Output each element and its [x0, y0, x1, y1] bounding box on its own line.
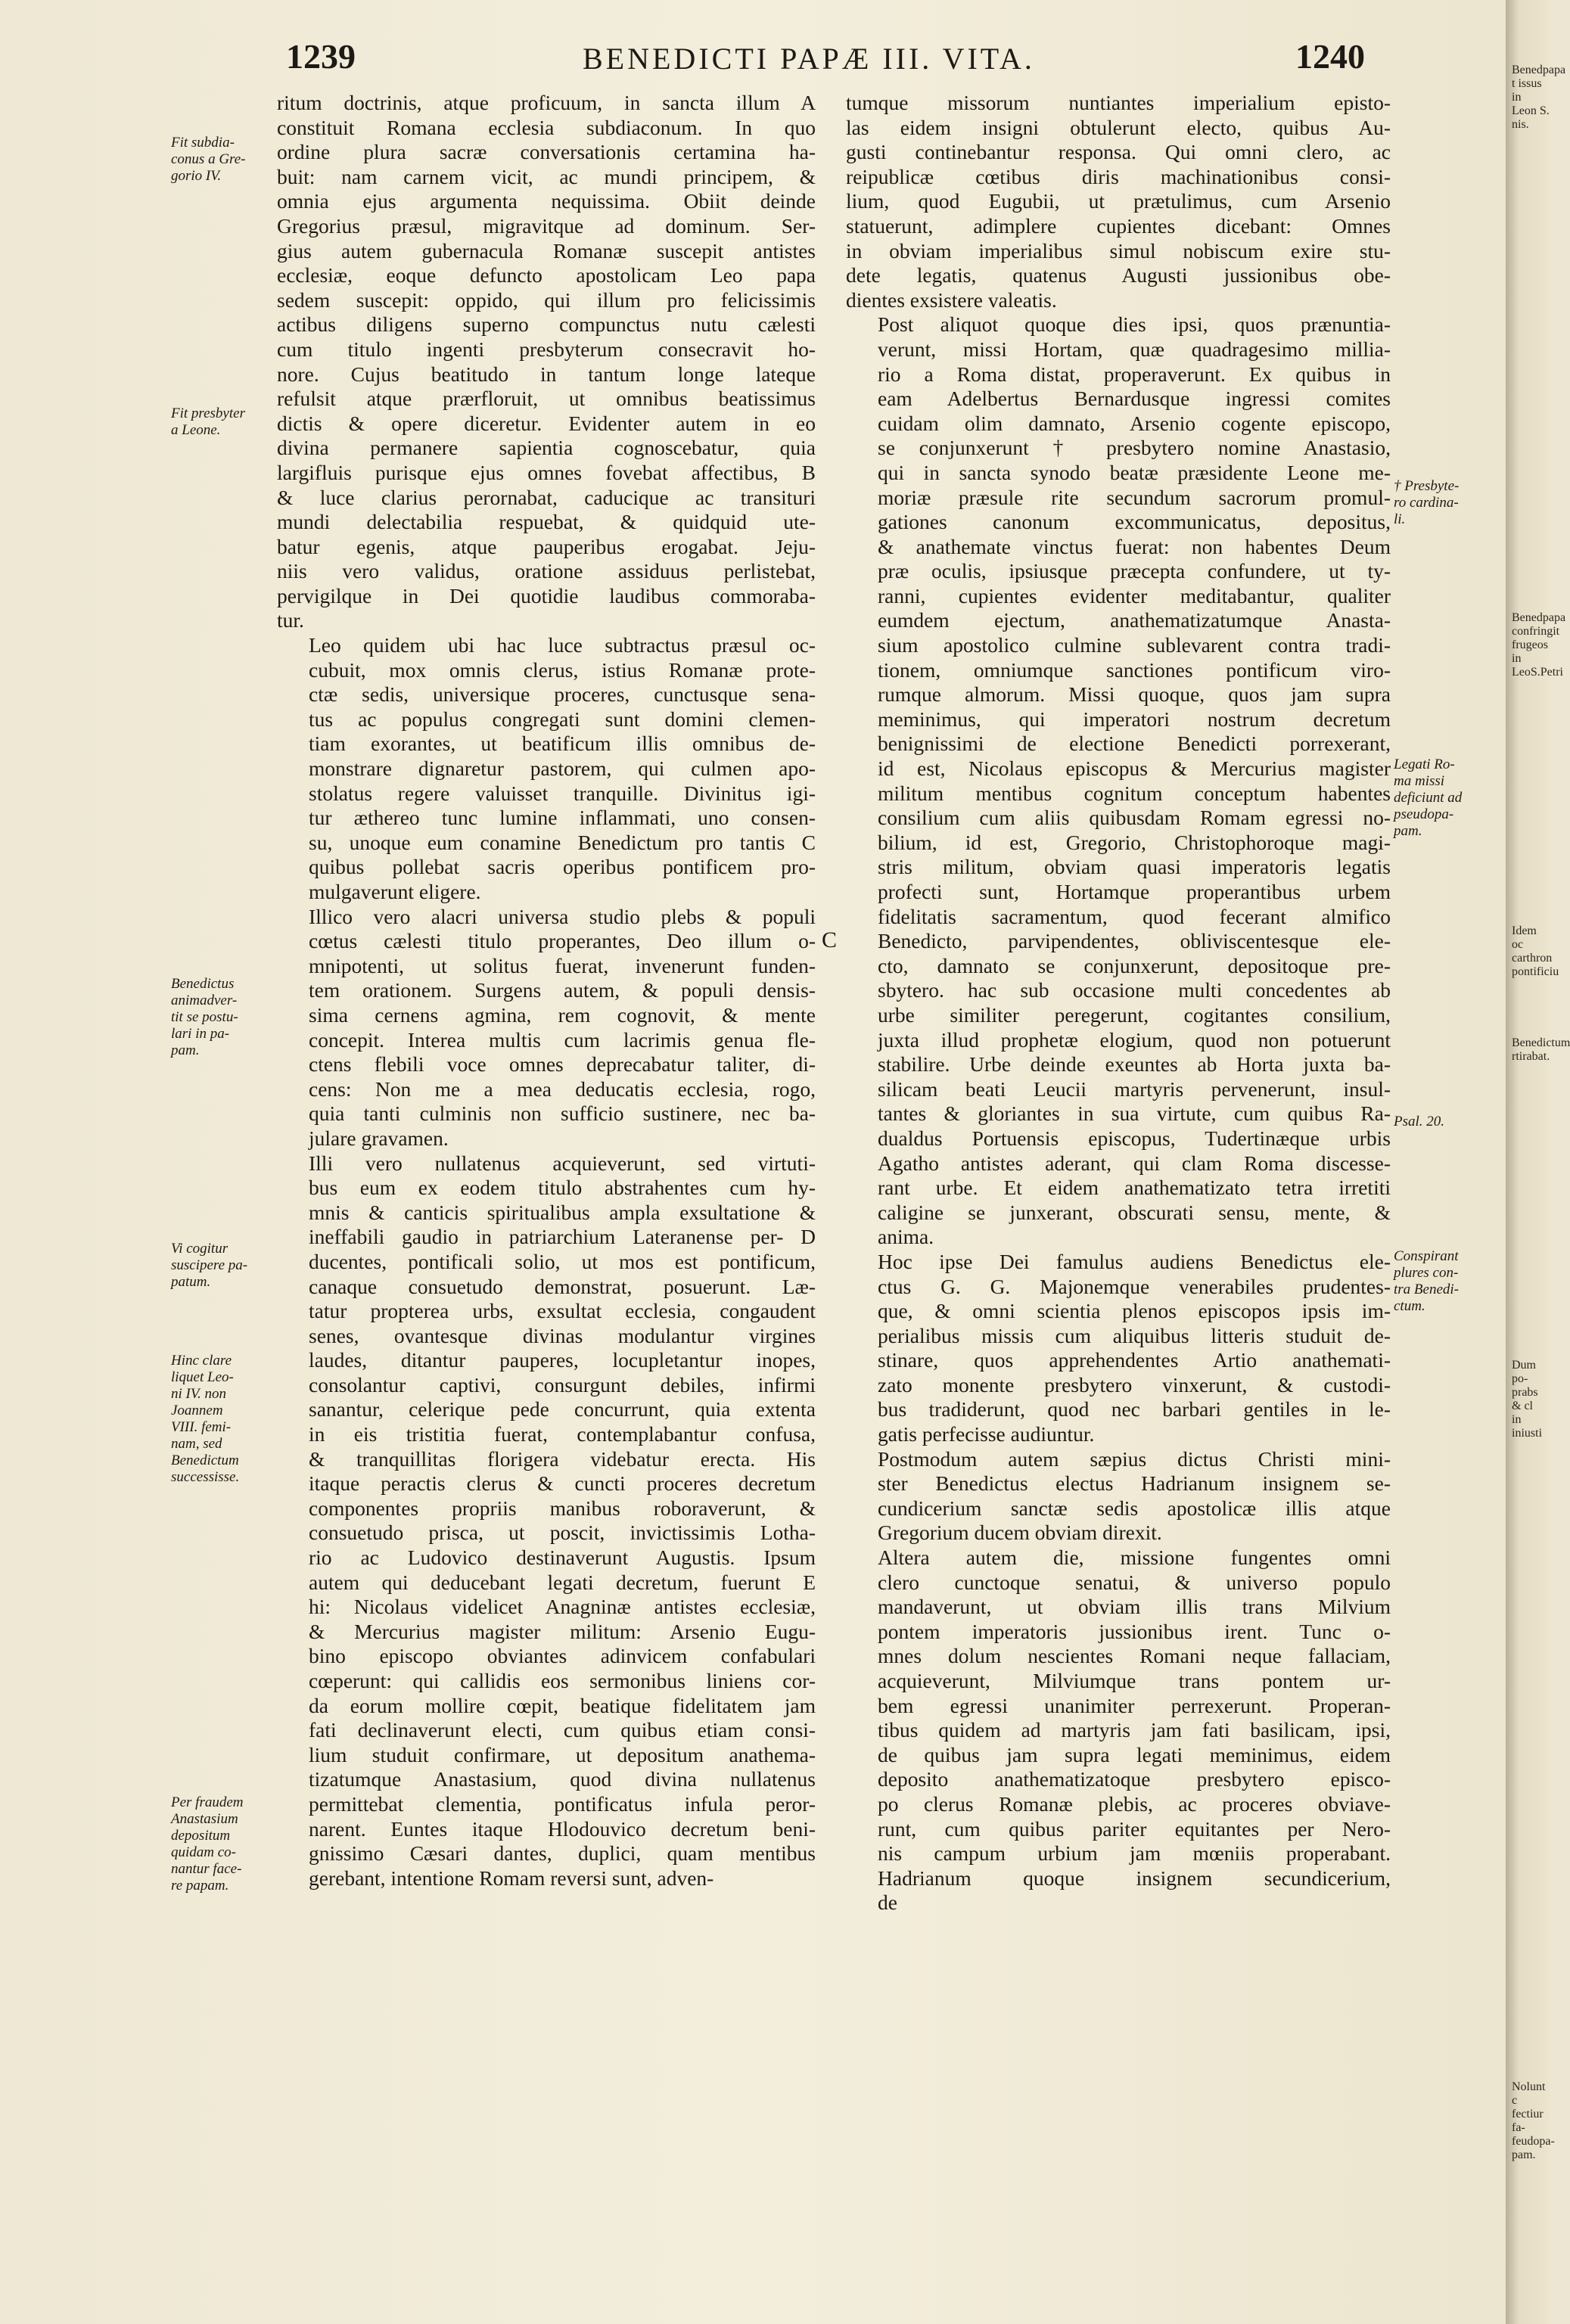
- text-line: laudes, ditantur pauperes, locupletantur inopes,: [309, 1348, 816, 1372]
- text-line: verunt, missi Hortam, quæ quadragesimo millia-: [878, 337, 1391, 361]
- text-line: mnipotenti, ut solitus fuerat, invenerunt funden-: [309, 953, 816, 977]
- edge-fragment: Benedpapa confringit frugeos in LeoS.Petri: [1512, 611, 1566, 679]
- text-line: militum mentibus cognitum conceptum habentes: [878, 781, 1391, 805]
- text-line: & anathemate vinctus fuerat: non habentes Deum: [878, 534, 1391, 558]
- running-title: BENEDICTI PAPÆ III. VITA.: [583, 42, 1035, 76]
- text-line: mulgaverunt eligere.: [309, 880, 481, 903]
- text-line: bus eum ex eodem titulo abstrahentes cum hy-: [309, 1176, 816, 1200]
- text-line: pontem imperatoris jussionibus irent. Tunc o-: [878, 1619, 1391, 1643]
- text-line: ranni, cupientes evidenter meditabantur, qualiter: [878, 583, 1391, 607]
- left-margin-note: Per fraudem Anastasium depositum quidam co- nantur face- re papam.: [171, 1794, 244, 1894]
- left-page-number: 1239: [286, 37, 356, 76]
- text-line: runt, cum quibus pariter equitantes per Nero-: [878, 1816, 1391, 1841]
- text-line: batur egenis, atque pauperibus erogabat. Jeju-: [277, 534, 816, 558]
- page-header: [0, 36, 1506, 82]
- text-line: refulsit atque prærfloruit, ut omnibus beatissimus: [277, 387, 816, 411]
- text-line: meminimus, qui imperatori nostrum decretum: [878, 707, 1391, 731]
- text-line: bilium, id est, Gregorio, Christophoroque magi-: [878, 830, 1391, 854]
- text-line: mnes dolum nescientes Romani neque fallaciam,: [878, 1644, 1391, 1668]
- text-line: perialibus missis cum aliquibus litteris studuit de-: [878, 1323, 1391, 1347]
- text-line: ineffabili gaudio in patriarchium Lateranense per- D: [309, 1225, 816, 1249]
- paragraph: [277, 633, 816, 905]
- edge-fragment: Nolunt c fectiur fa- feudopa- pam.: [1512, 2080, 1555, 2161]
- text-line: consuetudo prisca, ut poscit, invictissimis Lotha-: [309, 1521, 816, 1545]
- text-line: divina permanere sapientia cognoscebatur, quia: [277, 436, 816, 460]
- text-line: statuerunt, adimplere cupientes dicebant: Omnes: [846, 213, 1391, 238]
- text-line: las eidem insigni obtulerunt electo, quibus Au-: [846, 115, 1391, 139]
- text-line: in eis tristitia fuerat, contemplabantur confusa,: [309, 1422, 816, 1446]
- text-line: urbe similiter peregerunt, cogitantes consilium,: [878, 1002, 1391, 1027]
- text-line: largifluis purisque ejus omnes fovebat affectibus, B: [277, 460, 816, 484]
- text-line: cœperunt: qui callidis eos sermonibus liniens cor-: [309, 1669, 816, 1692]
- text-line: senes, ovantesque divinas modulantur virgines: [309, 1323, 816, 1347]
- text-line: nore. Cujus beatitudo in tantum longe lateque: [277, 362, 816, 386]
- text-line: clero cunctoque senatui, & universo populo: [878, 1570, 1391, 1594]
- text-line: stris militum, obviam quasi imperatoris legatis: [878, 855, 1391, 879]
- text-line: da eorum mollire cœpit, beatique fidelitatem jam: [309, 1693, 816, 1717]
- text-line: ster Benedictus electus Hadrianum insignem se-: [878, 1471, 1391, 1496]
- text-line: dictis & opere diceretur. Evidenter autem in eo: [277, 411, 816, 435]
- text-line: Illi vero nullatenus acquieverunt, sed virtuti-: [309, 1151, 816, 1175]
- right-margin-note: Conspirant plures con- tra Benedi- ctum.: [1394, 1248, 1460, 1314]
- text-line: juxta illud prophetæ elogium, quod non potuerunt: [878, 1027, 1391, 1052]
- text-line: profecti sunt, Hortamque properantibus urbem: [878, 880, 1391, 903]
- text-line: gusti continebantur responsa. Qui omni clero, ac: [846, 140, 1391, 164]
- text-line: & luce clarius perornabat, caducique ac transituri: [277, 485, 816, 509]
- text-line: mnis & canticis spiritualibus ampla exsultatione &: [309, 1200, 816, 1224]
- text-line: in obviam imperialibus simul nobiscum exire stu-: [846, 238, 1391, 263]
- text-line: tantes & gloriantes in sua virtute, cum quibus Ra-: [878, 1101, 1391, 1126]
- text-line: itaque peractis clerus & cuncti proceres decretum: [309, 1471, 816, 1496]
- text-line: sima cernens agmina, rem cognovit, & mente: [309, 1002, 816, 1027]
- text-line: Hoc ipse Dei famulus audiens Benedictus ele-: [878, 1249, 1391, 1273]
- text-line: rio ac Ludovico destinaverunt Augustis. Ipsum: [309, 1546, 816, 1570]
- text-line: tizatumque Anastasium, quod divina nullatenus: [309, 1767, 816, 1791]
- text-line: tumque missorum nuntiantes imperialium episto-: [846, 91, 1391, 114]
- text-line: rumque almorum. Missi quoque, quos jam supra: [878, 682, 1391, 707]
- text-line: dete legatis, quatenus Augusti jussionibus obe-: [846, 263, 1391, 287]
- text-line: nis campum urbium jam mœniis properabant.: [878, 1841, 1391, 1866]
- text-line: tur.: [277, 608, 304, 632]
- edge-fragment: Idem oc carthron pontificiu: [1512, 924, 1559, 978]
- text-line: gatis perfecisse audiuntur.: [878, 1422, 1095, 1446]
- text-line: mundi delectabilia respuebat, & quidquid ute-: [277, 510, 816, 534]
- left-margin-note: Fit presbyter a Leone.: [171, 405, 245, 438]
- text-line: autem qui deducebant legati decretum, fuerunt E: [309, 1570, 816, 1594]
- paragraph: [846, 312, 1391, 1250]
- paragraph: [846, 1447, 1391, 1546]
- text-line: tiam exorantes, ut beatificum illis omnibus de-: [309, 732, 816, 756]
- right-margin-note: Legati Ro- ma missi deficiunt ad pseudopa- pam.: [1394, 757, 1463, 839]
- text-line: canaque consuetudo demonstrat, posuerunt. Læ-: [309, 1274, 816, 1298]
- text-line: constituit Romana ecclesia subdiaconum. In quo: [277, 115, 816, 139]
- text-line: tus ac populus congregati sunt domini clemen-: [309, 707, 816, 731]
- text-line: ritum doctrinis, atque proficuum, in sancta illum A: [277, 91, 816, 114]
- text-line: dualdus Portuensis episcopus, Tudertinæque urbis: [878, 1126, 1391, 1150]
- right-text-column: [846, 91, 1391, 1915]
- text-line: Postmodum autem sæpius dictus Christi mini-: [878, 1446, 1391, 1471]
- text-line: zato monente presbytero vinxerunt, & custodi-: [878, 1372, 1391, 1397]
- text-line: Illico vero alacri universa studio plebs & populi: [309, 904, 816, 928]
- text-line: cœtus cælesti titulo properantes, Deo illum o-: [309, 929, 816, 953]
- text-line: sium apostolico culmine sublevarent contra tradi-: [878, 633, 1391, 657]
- section-letter: C: [822, 927, 838, 952]
- text-line: consilium cum aliis quibusdam Romam egressi no-: [878, 806, 1391, 830]
- text-line: consolantur captivi, consurgunt debiles, infirmi: [309, 1372, 816, 1397]
- text-line: lium, quod Eugubii, ut prætulimus, cum Arsenio: [846, 189, 1391, 213]
- text-line: reipublicæ cœtibus diris machinationibus consi-: [846, 164, 1391, 188]
- text-line: stinare, quos apprehendentes Artio anathemati-: [878, 1348, 1391, 1372]
- text-line: gerebant, intentione Romam reversi sunt, adven-: [309, 1866, 714, 1890]
- paragraph: [277, 1151, 816, 1891]
- text-line: buit: nam carnem vicit, ac mundi principem, &: [277, 164, 816, 188]
- text-line: narent. Euntes itaque Hlodouvico decretum beni-: [309, 1816, 816, 1841]
- text-line: hi: Nicolaus videlicet Anagninæ antistes ecclesiæ,: [309, 1595, 816, 1619]
- text-line: tibus quidem ad martyris jam fati basilicam, ipsi,: [878, 1718, 1391, 1742]
- text-line: su, unoque eum conamine Benedictum pro tantis C: [309, 830, 816, 854]
- text-line: gius autem gubernacula Romanæ suscepit antistes: [277, 238, 816, 263]
- text-line: ecclesiæ, eoque defuncto apostolicam Leo papa: [277, 263, 816, 287]
- text-line: componentes propriis manibus roboraverunt, &: [309, 1496, 816, 1520]
- text-line: Gregorius præsul, migravitque ad dominum. Ser-: [277, 213, 816, 238]
- edge-fragment: Benedictum rtirabat.: [1512, 1036, 1570, 1063]
- text-line: silicam beati Leucii martyris pervenerunt, insul-: [878, 1077, 1391, 1101]
- text-line: Gregorium ducem obviam direxit.: [878, 1521, 1162, 1545]
- text-line: niis vero validus, oratione assiduus perlistebat,: [277, 559, 816, 583]
- text-line: actibus diligens superno compunctus nutu cælesti: [277, 312, 816, 337]
- paragraph: [277, 91, 816, 633]
- paragraph: [846, 91, 1391, 312]
- text-line: rio a Roma distat, properaverunt. Ex quibus in: [878, 362, 1391, 386]
- text-line: eumdem ejectum, anathematizatumque Anasta-: [878, 608, 1391, 632]
- text-line: præ oculis, ipsiusque præcepta confundere, ut ty-: [878, 559, 1391, 583]
- text-line: ctus G. G. Majonemque venerabiles prudentes-: [878, 1274, 1391, 1298]
- text-line: qui in sancta synodo beatæ præsidente Leone me-: [878, 460, 1391, 484]
- text-line: pervigilque in Dei quotidie laudibus commoraba-: [277, 583, 816, 607]
- text-line: ducentes, pontificali solio, ut mos est pontificum,: [309, 1249, 816, 1273]
- text-line: eam Adelbertus Bernardusque ingressi comites: [878, 387, 1391, 411]
- text-line: mandaverunt, ut obviam illis trans Milvium: [878, 1595, 1391, 1619]
- right-margin-note: † Presbyte- ro cardina- li.: [1394, 478, 1460, 527]
- adjacent-page-edge: [1506, 0, 1570, 2324]
- paragraph: [846, 1546, 1391, 1915]
- text-line: rant urbe. Et eidem anathematizato tetra irretiti: [878, 1176, 1391, 1200]
- text-line: de: [878, 1891, 897, 1915]
- text-line: cens: Non me a mea deducatis ecclesia, rogo,: [309, 1077, 816, 1101]
- text-line: moriæ præsule rite secundum sacrorum promul-: [878, 485, 1391, 509]
- text-line: bus tradiderunt, quod nec barbari gentiles in le-: [878, 1397, 1391, 1421]
- text-line: ordine plura sacræ conversationis certamina ha-: [277, 140, 816, 164]
- text-line: sbytero. hac sub occasione multi concedentes ab: [878, 978, 1391, 1002]
- left-margin-note: Fit subdia- conus a Gre- gorio IV.: [171, 135, 246, 184]
- text-line: stabilire. Urbe deinde exeuntes ab Horta juxta ba-: [878, 1052, 1391, 1077]
- text-line: benignissimi de electione Benedicti porrexerant,: [878, 732, 1391, 756]
- text-line: permittebat clementia, pontificatus infula peror-: [309, 1791, 816, 1816]
- text-line: id est, Nicolaus episcopus & Mercurius magister: [878, 757, 1391, 781]
- text-line: tur æthereo tunc lumine inflammati, uno consen-: [309, 806, 816, 830]
- text-line: sedem suscepit: oppido, qui illum pro felicissimis: [277, 287, 816, 312]
- text-line: monstrare dignaretur pastorem, qui culmen apo-: [309, 757, 816, 781]
- text-line: Agatho antistes aderant, qui clam Roma discesse-: [878, 1151, 1391, 1175]
- text-line: omnia ejus argumenta nequissima. Obiit deinde: [277, 189, 816, 213]
- paragraph: [846, 1250, 1391, 1447]
- text-line: Altera autem die, missione fungentes omni: [878, 1546, 1391, 1570]
- text-line: fati declinaverunt electi, cum quibus etiam consi-: [309, 1718, 816, 1742]
- text-line: stolatus regere valuisset tranquille. Divinitus igi-: [309, 781, 816, 805]
- text-line: julare gravamen.: [309, 1126, 449, 1150]
- text-line: Leo quidem ubi hac luce subtractus præsul oc-: [309, 633, 816, 657]
- left-margin-note: Benedictus animadver- tit se postu- lari in pa- pam.: [171, 976, 238, 1058]
- text-line: cto, damnato se conjunxerunt, depositoque pre-: [878, 953, 1391, 977]
- text-line: cubuit, mox omnis clerus, istius Romanæ prote-: [309, 657, 816, 682]
- text-line: se conjunxerunt † presbytero nomine Anastasio,: [878, 436, 1391, 460]
- text-line: caligine se junxerant, obscurati sensu, mente, &: [878, 1200, 1391, 1224]
- text-line: Benedicto, parvipendentes, obliviscentesque ele-: [878, 929, 1391, 953]
- text-line: lium studuit confirmare, ut depositum anathema-: [309, 1742, 816, 1766]
- text-line: concepit. Interea multis cum lacrimis genua fle-: [309, 1027, 816, 1052]
- text-line: Hadrianum quoque insignem secundicerium,: [878, 1866, 1391, 1890]
- text-line: & tranquillitas florigera videbatur erecta. His: [309, 1446, 816, 1471]
- text-line: cundicerium sanctæ sedis apostolicæ illis atque: [878, 1496, 1391, 1520]
- text-line: bino episcopo obviantes adinvicem confabulari: [309, 1644, 816, 1668]
- text-line: acquieverunt, Milviumque trans pontem ur-: [878, 1669, 1391, 1692]
- text-line: gationes canonum excommunicatus, depositus,: [878, 510, 1391, 534]
- text-line: fidelitatis sacramentum, quod fecerant almifico: [878, 904, 1391, 928]
- paragraph: [277, 905, 816, 1151]
- right-margin-note: Psal. 20.: [1394, 1114, 1445, 1129]
- text-line: po clerus Romanæ plebis, ac proceres obviave-: [878, 1791, 1391, 1816]
- right-page-number: 1240: [1295, 37, 1365, 76]
- text-line: deposito anathematizatoque presbytero episco-: [878, 1767, 1391, 1791]
- text-line: que, & omni scientia plenos episcopos ipsis im-: [878, 1299, 1391, 1323]
- text-line: Post aliquot quoque dies ipsi, quos prænuntia-: [878, 312, 1391, 337]
- left-margin-note: Hinc clare liquet Leo- ni IV. non Joannem VIII. femi- nam, sed Benedictum successisse.: [171, 1353, 240, 1485]
- text-line: quia tanti culminis non sufficio sustinere, nec ba-: [309, 1101, 816, 1126]
- left-text-column: [277, 91, 816, 1891]
- text-line: bem egressi unanimiter perrexerunt. Properan-: [878, 1693, 1391, 1717]
- edge-fragment: Dum po- prabs & cl in iniusti: [1512, 1359, 1543, 1440]
- text-line: tionem, omniumque sanctiones pontificum viro-: [878, 657, 1391, 682]
- text-line: tatur propterea urbs, exsultat ecclesia, congaudent: [309, 1299, 816, 1323]
- text-line: ctæ sedis, universique proceres, cunctusque sena-: [309, 682, 816, 707]
- text-line: ctens flebili voce omnes deprecabatur taliter, di-: [309, 1052, 816, 1077]
- text-line: gnissimo Cæsari dantes, duplici, quam mentibus: [309, 1841, 816, 1866]
- text-line: de quibus jam supra legati meminimus, eidem: [878, 1742, 1391, 1766]
- text-line: sanantur, celerique pede concurrunt, quia extenta: [309, 1397, 816, 1421]
- text-line: quibus pollebat sacris operibus pontificem pro-: [309, 855, 816, 879]
- left-margin-note: Vi cogitur suscipere pa- patum.: [171, 1241, 248, 1290]
- text-line: & Mercurius magister militum: Arsenio Eugu-: [309, 1619, 816, 1643]
- text-line: anima.: [878, 1225, 934, 1249]
- text-line: cuidam olim damnato, Arsenio cogente episcopo,: [878, 411, 1391, 435]
- edge-fragment: Benedpapa t issus in Leon S. nis.: [1512, 64, 1566, 131]
- text-line: cum titulo ingenti presbyterum consecravit ho-: [277, 337, 816, 361]
- text-line: dientes exsistere valeatis.: [846, 287, 1057, 312]
- text-line: tem orationem. Surgens autem, & populi densis-: [309, 978, 816, 1002]
